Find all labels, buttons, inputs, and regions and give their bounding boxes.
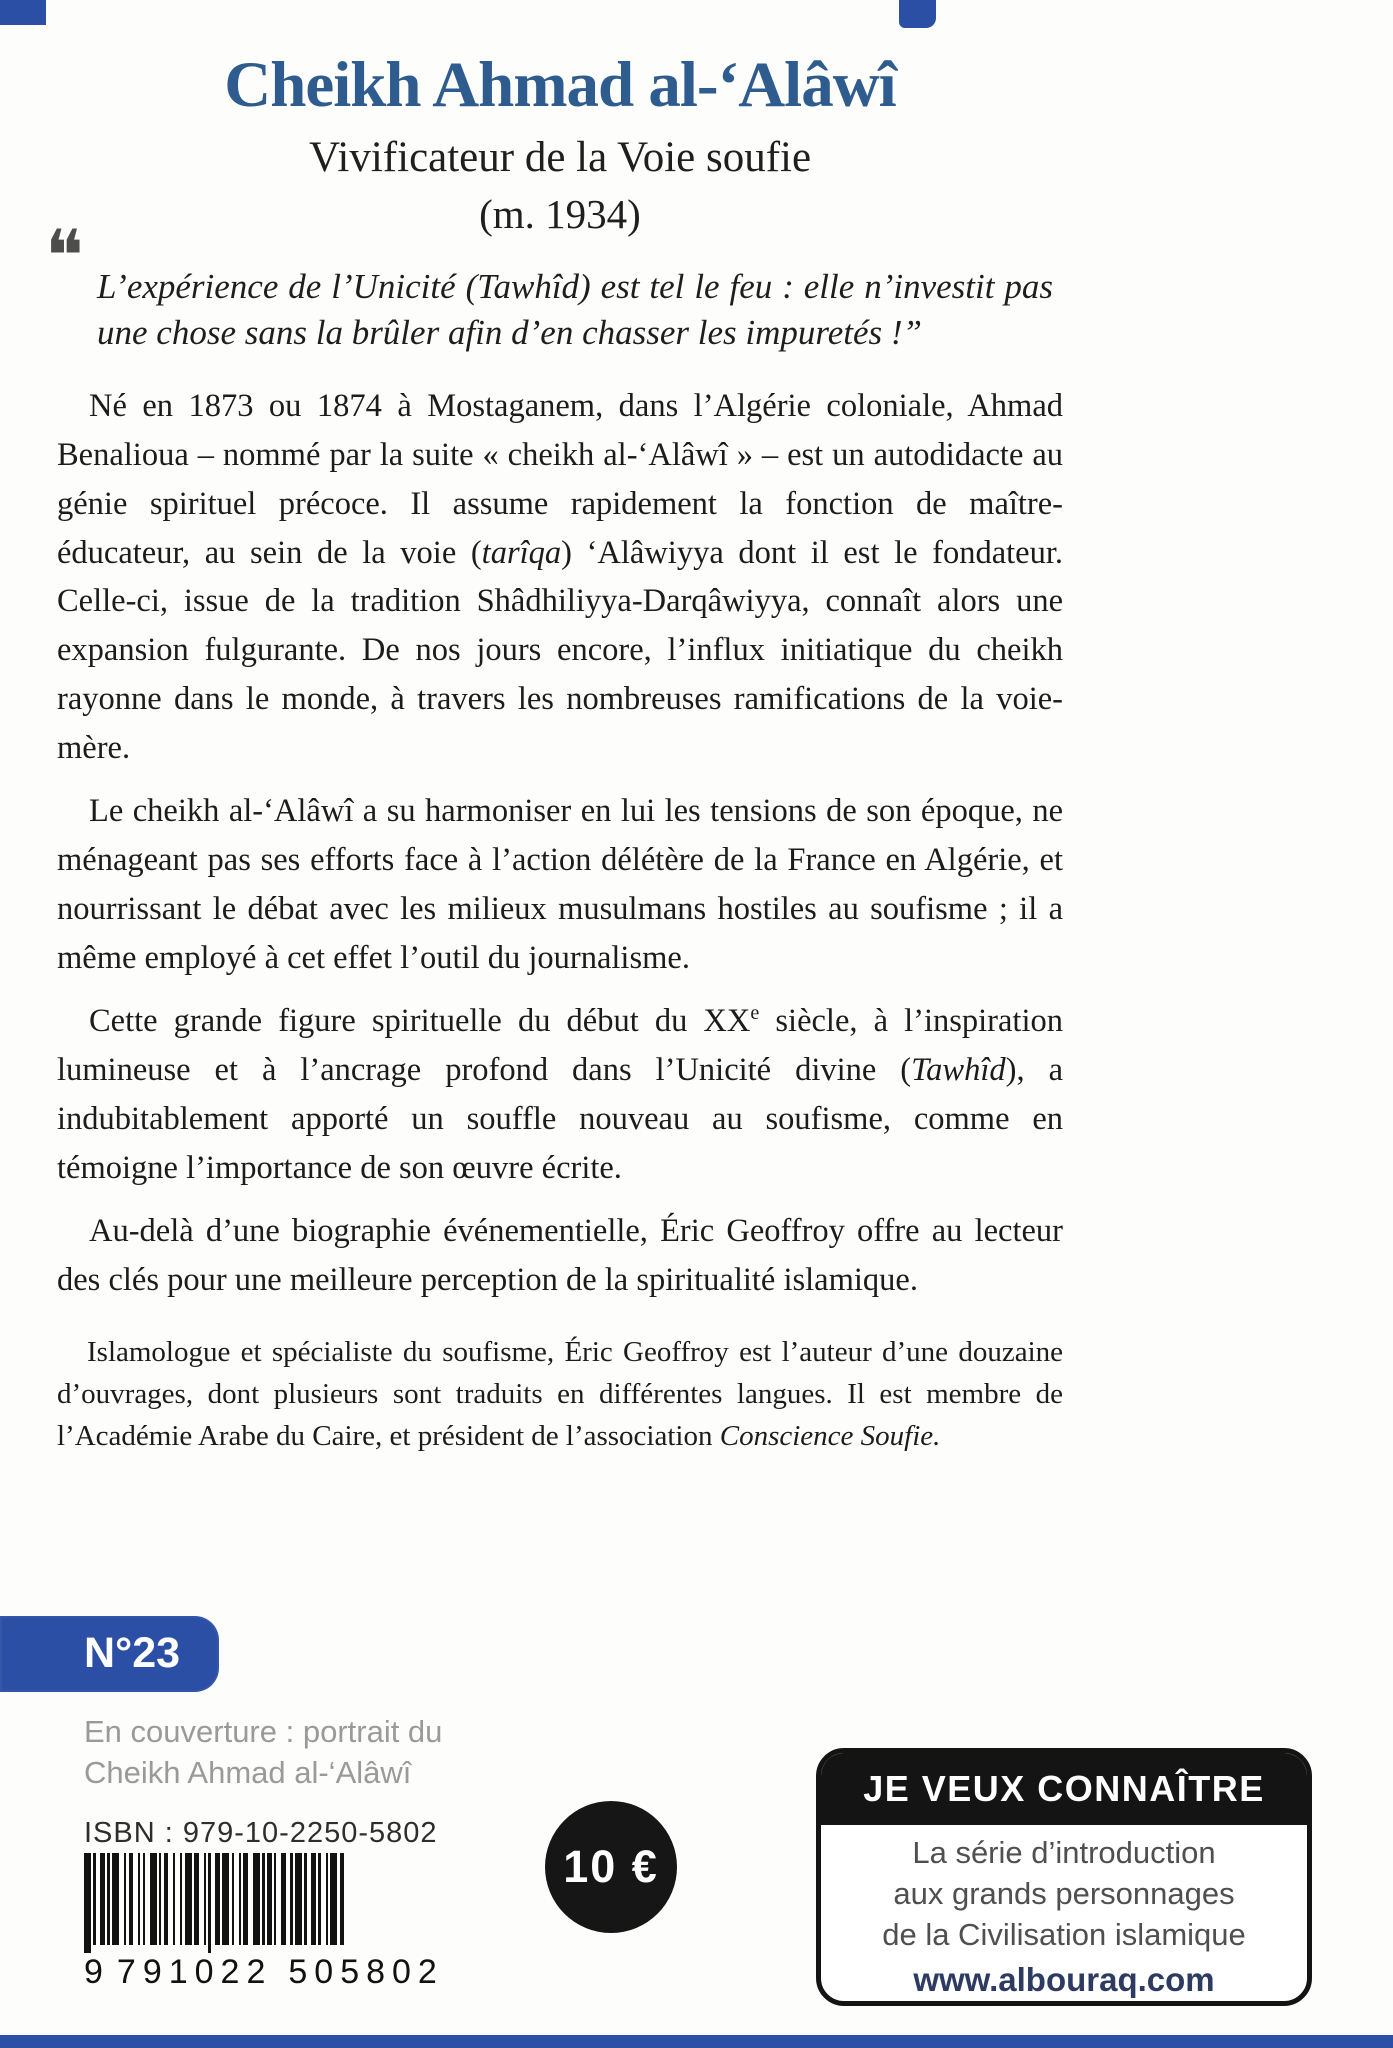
barcode-digits bbox=[84, 1953, 444, 1992]
barcode-bar bbox=[340, 1853, 345, 1945]
barcode-bar bbox=[204, 1853, 206, 1945]
association-name: Conscience Soufie. bbox=[719, 1419, 941, 1452]
paragraph-figure-spirituelle bbox=[57, 997, 1063, 1192]
series-promo-box bbox=[816, 1748, 1312, 2006]
barcode-bar bbox=[318, 1853, 320, 1945]
paragraph-text: siècle, à l’inspiration lumineuse et à l’ancrage profond dans l’Unicité divine ( bbox=[57, 1003, 1063, 1089]
barcode-bar bbox=[138, 1853, 140, 1945]
bottom-blue-band bbox=[0, 2035, 1393, 2048]
series-number-badge bbox=[0, 1616, 219, 1692]
death-date: (m. 1934) bbox=[479, 191, 641, 237]
barcode-bar bbox=[185, 1853, 192, 1945]
paragraph-text: ) ‘Alâwiyya dont il est le fondateur. Celle-ci, issue de la tradition Shâdhiliyya-Darqâwiyya, connaît alors une expansion fulgurante. De nos jours encore, l’influx initiatique du cheikh rayonne dans le monde, à travers les nombreuses ramifications de la voie-mère. bbox=[57, 534, 1063, 766]
barcode-digit-group: 505802 bbox=[288, 1953, 444, 1991]
author-bio-note bbox=[57, 1331, 1063, 1457]
barcode-bar bbox=[93, 1853, 95, 1945]
scan-artifact-top-right bbox=[899, 0, 936, 28]
barcode-bar bbox=[281, 1853, 286, 1945]
paragraph-text: Cette grande figure spirituelle du début du XX bbox=[89, 1003, 751, 1040]
barcode-bar bbox=[290, 1853, 292, 1945]
barcode-bar bbox=[222, 1853, 229, 1945]
barcode-bar bbox=[311, 1853, 316, 1945]
barcode-bar bbox=[239, 1853, 241, 1945]
superscript-e: e bbox=[750, 1002, 760, 1025]
barcode-bar bbox=[100, 1853, 105, 1945]
barcode-gap bbox=[344, 1853, 346, 1854]
barcode-bar bbox=[112, 1853, 119, 1945]
barcode-bar bbox=[330, 1853, 337, 1945]
book-subtitle: Vivificateur de la Voie soufie bbox=[308, 134, 812, 181]
barcode-bar bbox=[173, 1853, 175, 1945]
epigraph-quote: L’expérience de l’Unicité (Tawhîd) est tel le feu : elle n’investit pas une chose sans la brûler afin d’en chasser les impuretés !” bbox=[97, 267, 1053, 353]
barcode-block bbox=[84, 1853, 444, 1992]
caption-line: En couverture : portrait du bbox=[84, 1714, 443, 1749]
italic-term: Tawhîd bbox=[911, 1052, 1006, 1089]
barcode-bar bbox=[143, 1853, 145, 1945]
publisher-website: www.albouraq.com bbox=[913, 1960, 1215, 1998]
book-title: Cheikh Ahmad al-‘Alâwî bbox=[224, 49, 896, 121]
barcode-bar bbox=[243, 1853, 248, 1945]
barcode bbox=[84, 1853, 429, 1953]
barcode-digit-group: 9 bbox=[84, 1953, 103, 1991]
barcode-bar bbox=[274, 1853, 276, 1945]
barcode-bar bbox=[129, 1853, 134, 1945]
barcode-bar bbox=[208, 1853, 210, 1953]
barcode-digit-group: 791022 bbox=[116, 1953, 273, 1991]
series-promo-body bbox=[821, 1825, 1307, 2001]
barcode-bar bbox=[107, 1853, 109, 1945]
barcode-bar bbox=[295, 1853, 302, 1945]
barcode-bar bbox=[215, 1853, 220, 1945]
barcode-bar bbox=[124, 1853, 126, 1945]
barcode-bar bbox=[304, 1853, 306, 1945]
barcode-bar bbox=[180, 1853, 182, 1945]
series-promo-line: La série d’introduction bbox=[912, 1835, 1216, 1870]
series-promo-header: JE VEUX CONNAÎTRE bbox=[821, 1753, 1307, 1825]
paragraph-text: Né en 1873 ou 1874 à Mostaganem, dans l’Algérie coloniale, Ahmad Benalioua – nommé par la suite « cheikh al-‘Alâwî » – est un autodidacte au génie spirituel précoce. Il assume rapidement la fonction de maître-éducateur, au sein de la voie ( bbox=[57, 388, 1063, 571]
paragraph-biography bbox=[57, 382, 1063, 772]
barcode-bar bbox=[84, 1853, 91, 1953]
barcode-bar bbox=[194, 1853, 199, 1945]
paragraph-text: ), a indubitablement apporté un souffle nouveau au soufisme, comme en témoigne l’importance de son œuvre écrite. bbox=[57, 1052, 1063, 1186]
barcode-bar bbox=[267, 1853, 272, 1945]
price-label: 10 € bbox=[563, 1841, 659, 1892]
paragraph-text: Islamologue et spécialiste du soufisme, Éric Geoffroy est l’auteur d’une douzaine d’ouvrages, dont plusieurs sont traduits en différentes langues. Il est membre de l’Académie Arabe du Caire, et président de l’association bbox=[57, 1335, 1063, 1452]
barcode-bar bbox=[159, 1853, 161, 1945]
barcode-bar bbox=[150, 1853, 157, 1945]
caption-line: Cheikh Ahmad al-‘Alâwî bbox=[84, 1754, 412, 1790]
italic-term: tarîqa bbox=[481, 534, 562, 571]
cover-photo-caption bbox=[84, 1712, 442, 1794]
barcode-bar bbox=[326, 1853, 328, 1945]
cover-text-block bbox=[45, 48, 1063, 1486]
paragraph-au-dela: Au-delà d’une biographie événementielle, Éric Geoffroy offre au lecteur des clés pour une meilleure perception de la spiritualité islamique. bbox=[57, 1213, 1063, 1299]
barcode-bar bbox=[232, 1853, 234, 1945]
barcode-bar bbox=[164, 1853, 169, 1945]
scan-artifact-top-left bbox=[0, 0, 46, 25]
barcode-bar bbox=[253, 1853, 260, 1945]
series-promo-line: de la Civilisation islamique bbox=[882, 1916, 1246, 1952]
back-cover-copy bbox=[57, 382, 1063, 1457]
paragraph-harmonisation: Le cheikh al-‘Alâwî a su harmoniser en lui les tensions de son époque, ne ménageant pas ses efforts face à l’action délétère de la France en Algérie, et nourrissant le débat avec les milieux musulmans hostiles au soufisme ; il a même employé à cet effet l’outil du journalisme. bbox=[57, 793, 1063, 976]
series-number-label: N°23 bbox=[84, 1629, 181, 1677]
opening-quote-icon: ❝ bbox=[45, 214, 84, 298]
price-badge bbox=[545, 1801, 677, 1933]
series-promo-line: aux grands personnages bbox=[893, 1875, 1235, 1911]
isbn-label: ISBN : 979-10-2250-5802 bbox=[84, 1817, 438, 1849]
barcode-bar bbox=[262, 1853, 264, 1945]
